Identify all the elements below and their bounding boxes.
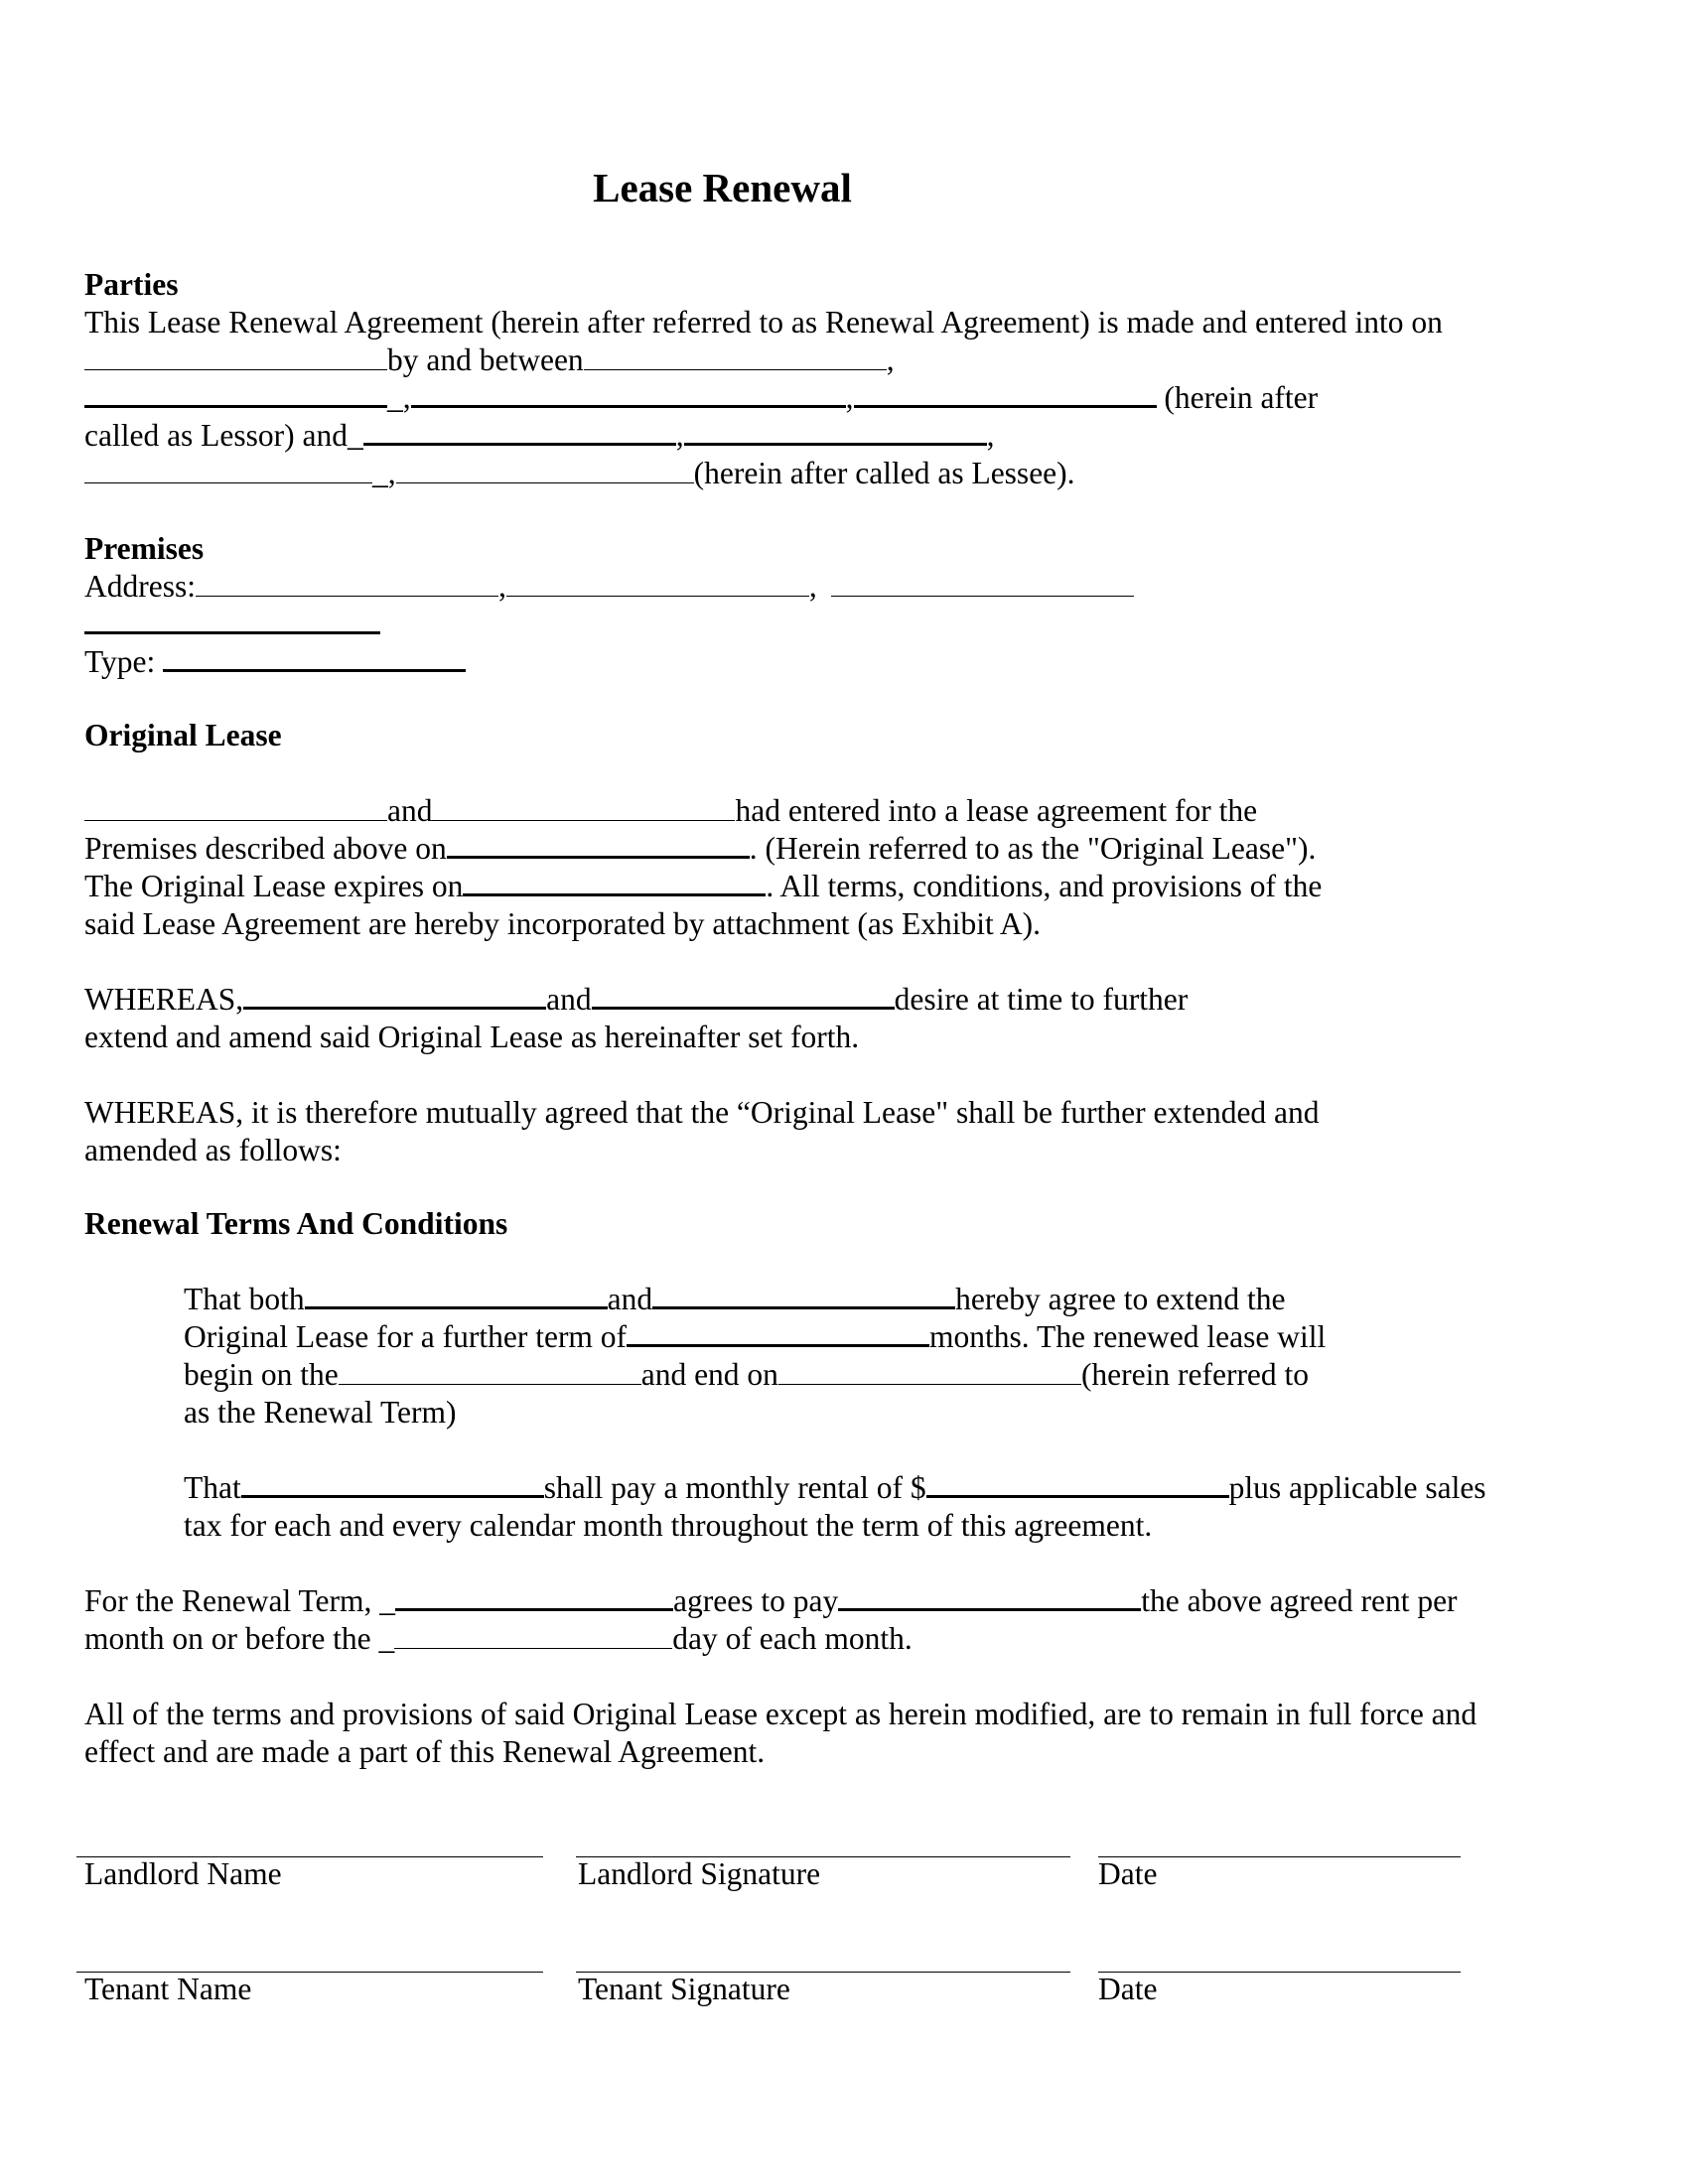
renewal-start-blank[interactable] <box>339 1360 641 1385</box>
day-of-month-text: day of each month. <box>672 1621 913 1656</box>
underscore-text: _ <box>379 1583 396 1618</box>
renewal-party-one-blank[interactable] <box>305 1283 608 1309</box>
begin-on-text: begin on the <box>184 1357 339 1392</box>
type-blank[interactable] <box>163 645 466 672</box>
comma-text: , <box>498 569 506 604</box>
parties-line-3 <box>84 379 1614 417</box>
end-on-text: and end on <box>640 1357 778 1392</box>
original-lease-line-3 <box>84 868 1614 905</box>
type-label: Type: <box>84 644 164 679</box>
original-lease-heading: Original Lease <box>84 718 282 752</box>
original-lease-line-1 <box>84 792 1614 830</box>
months-text: months. The renewed lease will <box>929 1319 1327 1354</box>
underscore-text: _ <box>378 1621 395 1656</box>
original-lease-text: . (Herein referred to as the "Original Lease"). <box>749 831 1317 866</box>
address-zip-blank[interactable] <box>84 608 380 634</box>
rent-line-1 <box>184 1469 1614 1507</box>
tenant-signature-label: Tenant Signature <box>578 1972 790 2006</box>
renewal-line-2 <box>184 1318 1614 1356</box>
expiry-date-blank[interactable] <box>463 870 766 896</box>
terms-text: . All terms, conditions, and provisions of the <box>766 869 1323 903</box>
expires-on-text: The Original Lease expires on <box>84 869 464 903</box>
parties-line-1 <box>84 304 1614 341</box>
landlord-name-label: Landlord Name <box>84 1856 282 1891</box>
by-and-between-text: by and between <box>387 342 584 377</box>
premises-extra-line <box>84 606 1614 643</box>
renewal-line-1 <box>184 1281 1614 1318</box>
comma-text: _, <box>387 380 411 415</box>
agreement-date-blank[interactable] <box>84 345 387 370</box>
original-lease-line-2 <box>84 830 1614 868</box>
payee-blank[interactable] <box>838 1584 1141 1611</box>
desire-text: desire at time to further <box>894 982 1189 1017</box>
renewal-line-4: as the Renewal Term) <box>184 1395 457 1430</box>
sales-tax-text: plus applicable sales <box>1228 1470 1486 1505</box>
document-body <box>84 266 1614 1771</box>
comma-text: , <box>986 418 995 453</box>
lessee-address-blank[interactable] <box>684 419 987 446</box>
closing-line-1: All of the terms and provisions of said Original Lease except as herein modified, are to remain in full force and <box>84 1697 1477 1731</box>
rent-payer-blank[interactable] <box>241 1471 544 1498</box>
rent-per-text: the above agreed rent per <box>1141 1583 1458 1618</box>
tenant-date-label: Date <box>1098 1972 1158 2006</box>
lessee-text: (herein after called as Lessee). <box>693 456 1075 490</box>
payer-blank[interactable] <box>395 1584 673 1611</box>
underscore-text: _ <box>348 418 363 453</box>
further-term-text: Original Lease for a further term of <box>184 1319 628 1354</box>
on-or-before-text: month on or before the <box>84 1621 379 1656</box>
comma-text: , <box>886 342 895 377</box>
that-both-text: That both <box>184 1282 305 1316</box>
short-blank[interactable] <box>396 459 406 483</box>
party-one-blank[interactable] <box>84 796 387 821</box>
renewal-end-blank[interactable] <box>778 1360 1081 1385</box>
original-lease-date-blank[interactable] <box>447 832 750 859</box>
address-label: Address: <box>84 569 196 604</box>
landlord-date-label: Date <box>1098 1856 1158 1891</box>
comma-text: _, <box>372 456 396 490</box>
landlord-signature-label: Landlord Signature <box>578 1856 821 1891</box>
renewal-term-text: For the Renewal Term, <box>84 1583 380 1618</box>
address-city-blank[interactable] <box>506 572 809 597</box>
comma-text: , <box>845 380 854 415</box>
lessee-state-blank[interactable] <box>406 459 694 483</box>
lessor-state-blank[interactable] <box>854 381 1157 408</box>
whereas-2-line-2: amended as follows: <box>84 1133 342 1167</box>
and-text: and <box>607 1282 653 1316</box>
rent-line-2: tax for each and every calendar month throughout the term of this agreement. <box>184 1508 1153 1543</box>
parties-line-4 <box>84 417 1614 455</box>
renewal-line-3 <box>184 1356 1614 1394</box>
agrees-to-pay-text: agrees to pay <box>673 1583 839 1618</box>
due-day-blank[interactable] <box>394 1624 672 1649</box>
lessee-city-blank[interactable] <box>84 459 372 483</box>
whereas-party-two-blank[interactable] <box>592 983 895 1010</box>
monthly-rental-text: shall pay a monthly rental of $ <box>543 1470 926 1505</box>
herein-after-text: (herein after <box>1156 380 1319 415</box>
document-title: Lease Renewal <box>593 165 852 210</box>
premises-heading: Premises <box>84 531 205 566</box>
comma-text: , <box>675 418 684 453</box>
comma-text: , <box>808 569 817 604</box>
lessor-and-text: called as Lessor) and <box>84 418 349 453</box>
lessor-name-blank[interactable] <box>584 345 887 370</box>
whereas-line-2: extend and amend said Original Lease as hereinafter set forth. <box>84 1020 860 1054</box>
parties-line-5 <box>84 455 1614 492</box>
closing-line-2: effect and are made a part of this Renewal Agreement. <box>84 1734 766 1769</box>
original-lease-line-4: said Lease Agreement are hereby incorporated by attachment (as Exhibit A). <box>84 906 1041 941</box>
renewal-terms-heading: Renewal Terms And Conditions <box>84 1206 508 1241</box>
whereas-2-line-1: WHEREAS, it is therefore mutually agreed that the “Original Lease" shall be further extended and <box>84 1095 1320 1130</box>
whereas-line-1 <box>84 981 1614 1019</box>
renewal-months-blank[interactable] <box>627 1320 929 1347</box>
renewal-term-line-2 <box>84 1620 1614 1658</box>
address-state-blank[interactable] <box>831 572 1134 597</box>
whereas-text: WHEREAS, <box>84 982 244 1017</box>
address-street-blank[interactable] <box>196 572 498 597</box>
herein-referred-text: (herein referred to <box>1080 1357 1310 1392</box>
rent-amount-blank[interactable] <box>926 1471 1229 1498</box>
lease-agreement-text: had entered into a lease agreement for the <box>735 793 1258 828</box>
and-text: and <box>546 982 592 1017</box>
tenant-name-label: Tenant Name <box>84 1972 252 2006</box>
premises-type-line <box>84 643 1614 681</box>
agree-extend-text: hereby agree to extend the <box>955 1282 1286 1316</box>
party-two-blank[interactable] <box>432 796 735 821</box>
short-blank[interactable] <box>411 381 425 408</box>
premises-described-text: Premises described above on <box>84 831 447 866</box>
lessor-address-blank[interactable] <box>84 381 387 408</box>
parties-heading: Parties <box>84 267 179 302</box>
lessor-city-blank[interactable] <box>425 381 846 408</box>
that-text: That <box>184 1470 241 1505</box>
and-text: and <box>387 793 433 828</box>
renewal-term-line-1 <box>84 1582 1614 1620</box>
parties-text: This Lease Renewal Agreement (herein after referred to as Renewal Agreement) is made and entered into on <box>84 305 1443 340</box>
parties-line-2 <box>84 341 1614 379</box>
premises-address-line <box>84 568 1614 606</box>
renewal-party-two-blank[interactable] <box>652 1283 955 1309</box>
whereas-party-one-blank[interactable] <box>243 983 546 1010</box>
lessee-name-blank[interactable] <box>363 419 676 446</box>
